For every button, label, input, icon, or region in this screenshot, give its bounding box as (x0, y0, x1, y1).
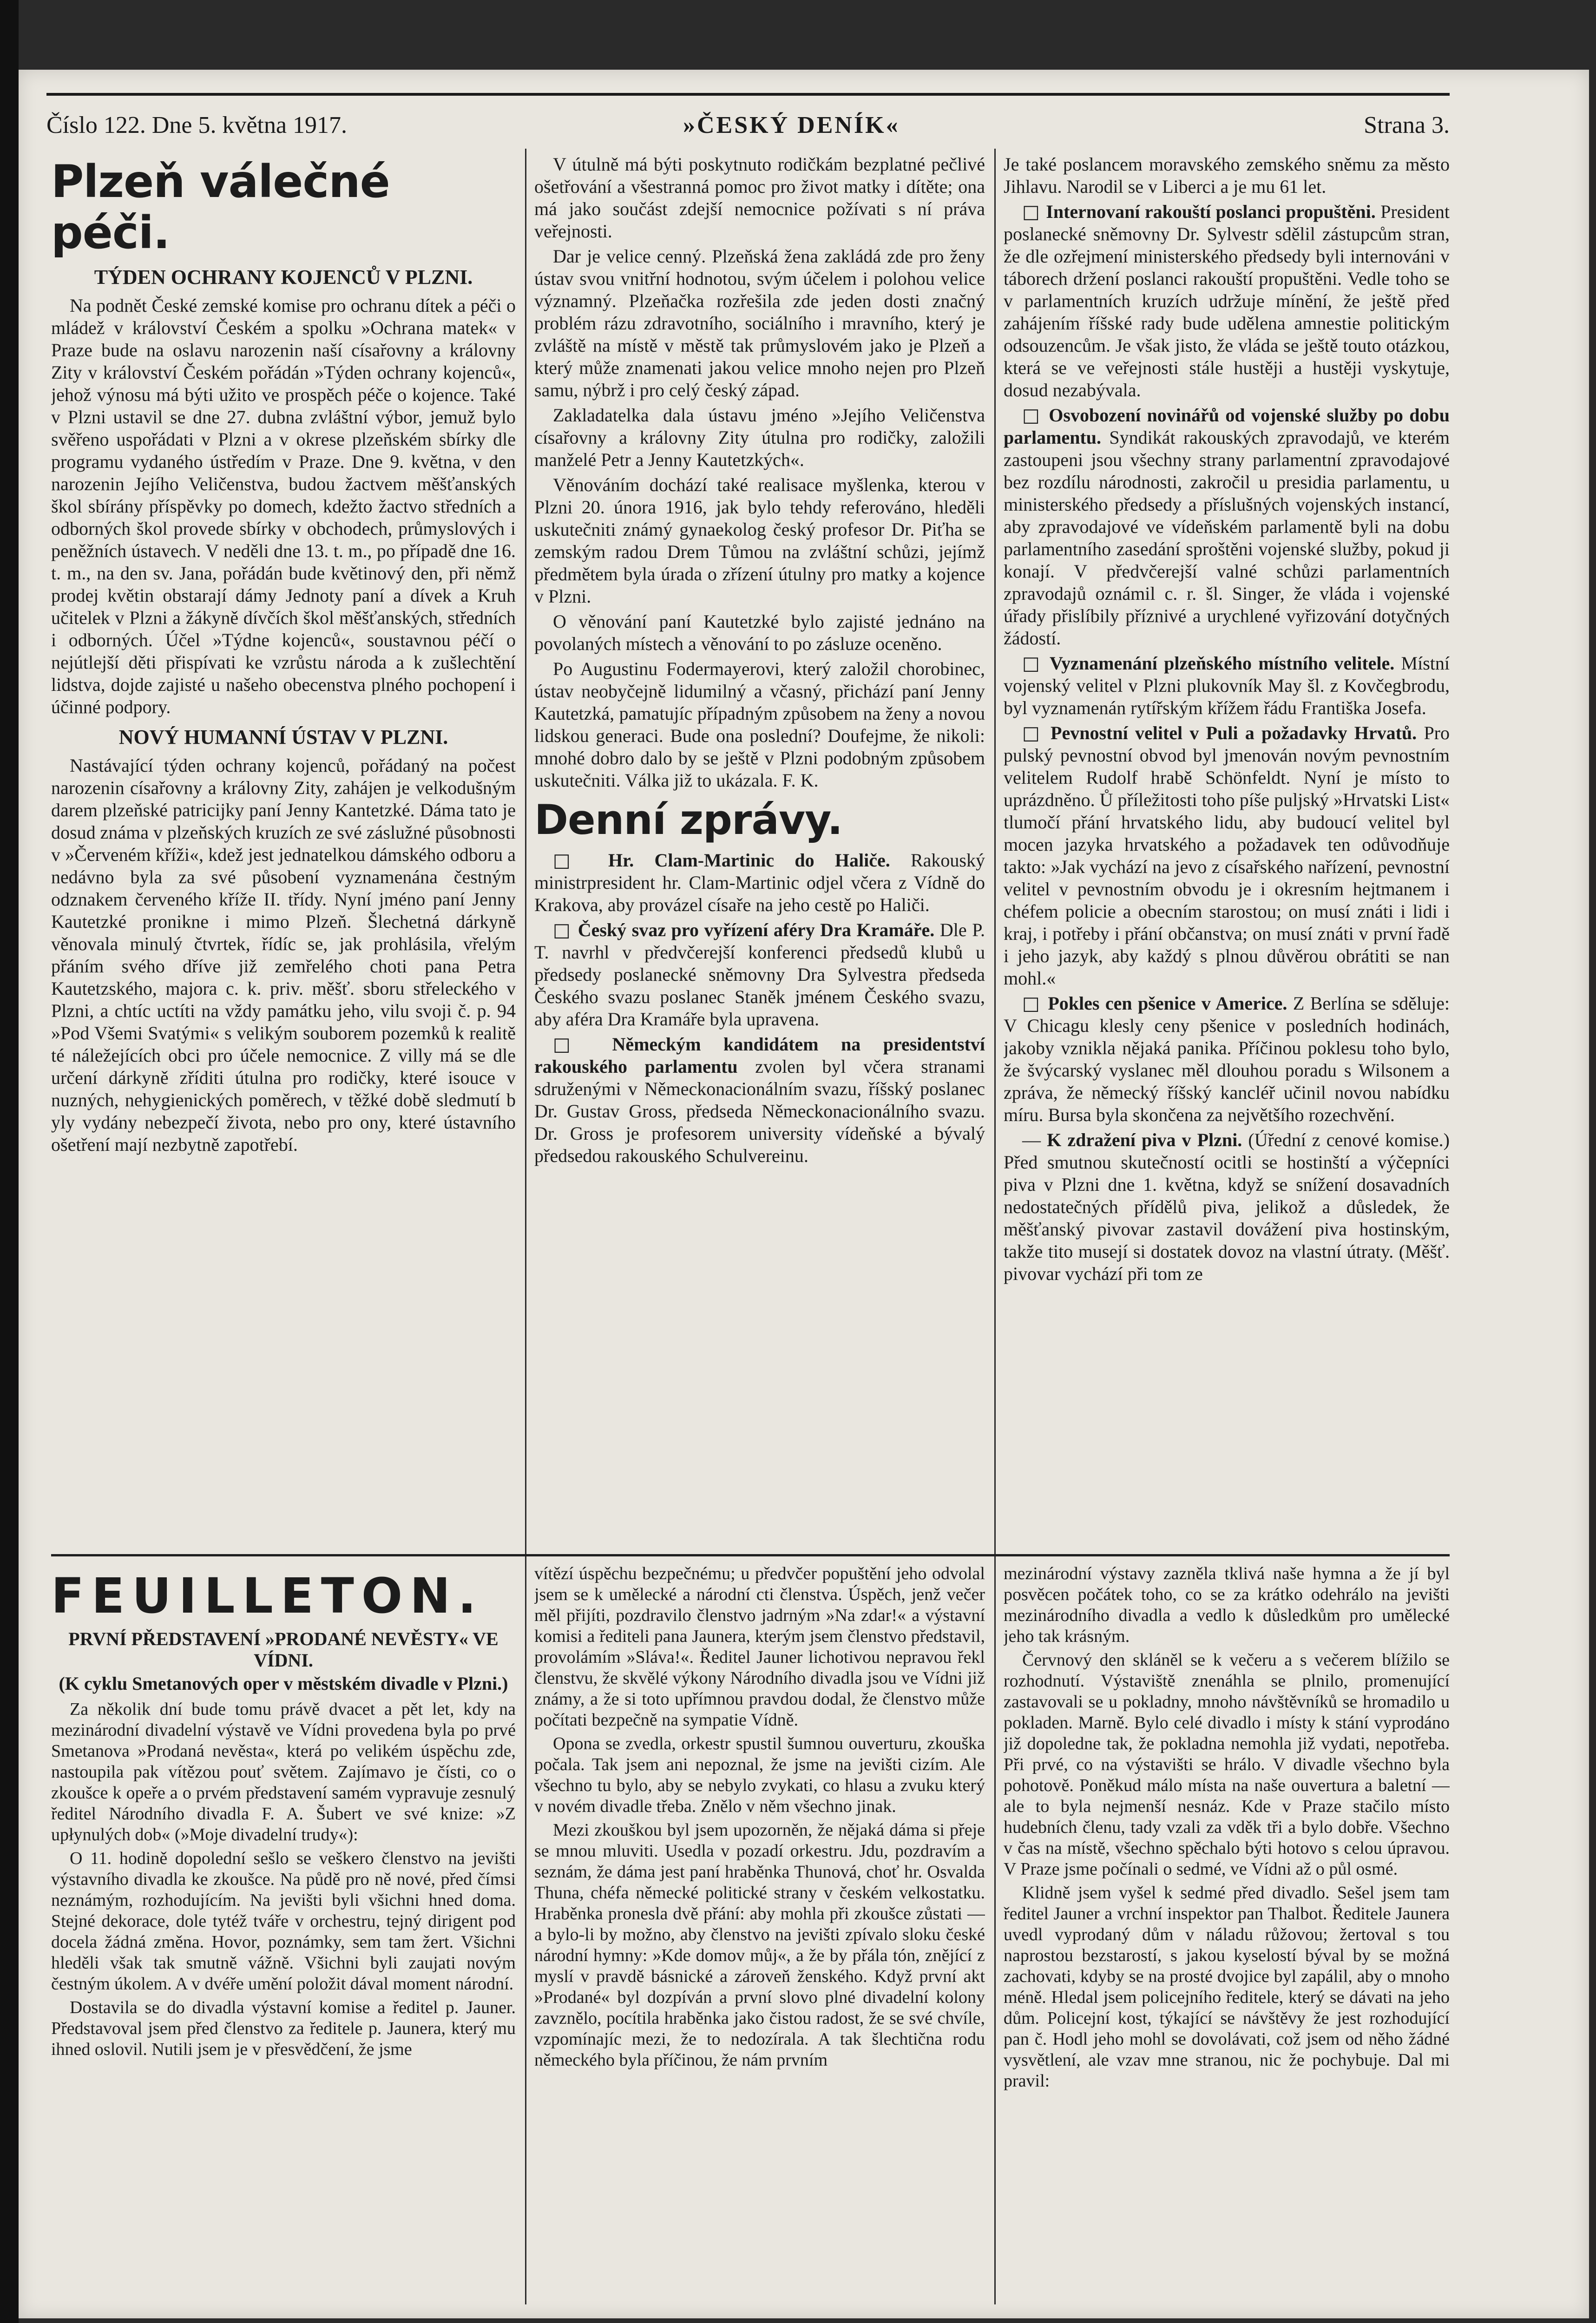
news-text: Z Berlína se sděluje: V Chicagu klesly ceny pšenice v posledních hodinách, jakoby vznikla nějaká panika. Příčinou poklesu toho bylo, že švýcarský vyslanec měl dlouhou poradu s Wilsonem a zpráva, že německý říšský kancléř učinil novou nabídku míru. Bursa byla skončena za největšího rozechvění. (1004, 993, 1450, 1125)
column-2-top (534, 153, 985, 1547)
page-number: Strana 3. (1364, 112, 1450, 138)
section-title-plzen: Plzeň válečné péči. (51, 156, 390, 259)
feuilleton-title: FEUILLETON. (51, 1568, 484, 1624)
article-paragraph: Na podnět České zemské komise pro ochranu dítek a péči o mládež v království Českém a spolku »Ochrana matek« v Praze bude na oslavu narozenin naší císařovny a královny Zity v království Českém pořádán »Týden ochrany kojenců«, jehož výnosu má býti užito ve prospěch péče o kojence. Také v Plzni ustavil se dne 27. dubna zvláštní výbor, jemuž bylo svěřeno uspořádati v Plzni a v okrese plzeňském sbírky dle programu vydaného ústředím v Praze. Dne 9. května, v den narozenin Jejího Veličenstva, budou žactvem měšťanských škol sbírány příspěvky po domech, kdežto žactvo středních a odborných škol provede sbírky v obchodech, průmyslových i peněžních ústavech. V neděli dne 13. t. m., po případě dne 16. t. m., na den sv. Jana, pořádán bude květinový den, při němž prodej květin obstarají dámy Jednoty paní a dívek a Kruh učitelek v Plzni a žákyně dívčích škol měšťanských, středních i odborných. Účel »Týdne kojenců«, soustavnou péčí o nejútlejší děti přispívati ke vzrůstu národa a k zušlechtění lidstva, dojde zajisté u našeho obecenstva plného pochopení i účinné podpory. (51, 295, 516, 717)
column-rule-1 (525, 149, 526, 2304)
news-headline: Český svaz pro vyřízení aféry Dra Kramáře. (578, 919, 935, 940)
article-paragraph: Je také poslancem moravského zemského sněmu za město Jihlavu. Narodil se v Liberci a je mu 61 let. (1004, 154, 1450, 197)
column-1-top (51, 153, 516, 1547)
article-title-tyden: TÝDEN OCHRANY KOJENCŮ V PLZNI. (94, 266, 473, 289)
news-text: Dle P. T. navrhl v předvčerejší konferenci předsedů klubů u předsedy poslanecké sněmovny Dra Sylvestra předseda Českého svazu poslanec Staněk jménem Českého svazu, aby aféra Dra Kramáře byla upravena. (534, 919, 985, 1030)
news-item: □ Německým kandidátem na presidentství rakouského parlamentu zvolen byl včera stranami sdruženými v Německonacionálním svazu, říšský poslanec Dr. Gustav Gross, předseda Německonacionálního svazu. Dr. Gross je profesorem university vídeňské a bývalý předsedou rakouského Schulvereinu. (534, 1034, 985, 1166)
article-paragraph: V útulně má býti poskytnuto rodičkám bezplatné pečlivé ošetřování a všestranná pomoc pro život matky i dítěte; ona má jako součást zdejší nemocnice požívati s ní práva veřejnosti. (534, 154, 985, 242)
news-item: □ Pevnostní velitel v Puli a požadavky Hrvatů. Pro pulský pevnostní obvod byl jmenován novým pevnostním velitelem Rudolf hrabě Schönfeldt. Nyní je místo to uprázdněno. Ů příležitosti toho píše puljský »Hrvatski List« tlumočí přání hrvatského lidu, aby budoucí velitel byl mocen jazyka hrvatského a požadavek ten odůvodňuje takto: »Jak vychází na jevo z císařského nařízení, pevnostní velitel v pevnostním obvodu je i okresním hejtmanem i chéfem policie a obecním starostou; on musí znáti i lidi i kraj, i potřeby i přání občanstva; on musí znáti v první řadě i jeho jazyk, aby každý s plnou důvěrou obrátiti se nan mohl.« (1004, 722, 1450, 989)
news-text: Rakouský ministrpresident hr. Clam-Martinic odjel včera z Vídně do Krakova, aby provázel císaře na jeho cestě po Haliči. (534, 850, 985, 915)
masthead: »ČESKÝ DENÍK« (683, 112, 900, 138)
news-text: President poslanecké sněmovny Dr. Sylvestr sdělil zástupcům stran, že dle ozřejmení ministerského předsedy byli internováni v táborech držení poslanci rakouští propuštěni. Vedle toho se v parlamentních kruzích udržuje mínění, že ještě před zahájením říšské rady bude udělena amnestie politickým odsouzencům. Je však jisto, že vláda se ještě touto otázkou, která se ve veřejnosti stále hustěji a hustěji vyskytuje, dosud nezabývala. (1004, 201, 1450, 400)
article-paragraph: Zakladatelka dala ústavu jméno »Jejího Veličenstva císařovny a královny Zity útulna pro rodičky, založili manželé Petr a Jenny Kautetzkých«. (534, 405, 985, 470)
feuilleton-paragraph: Opona se zvedla, orkestr spustil šumnou ouverturu, zkouška počala. Tak jsem ani nepoznal, že jsme na jevišti cizím. Ale všechno tu bylo, aby se nebylo zvykati, co hlasu a zvuku který v novém divadle třeba. Znělo v něm všechno jinak. (534, 1734, 985, 1816)
news-item: □ Vyznamenání plzeňského místního velitele. Místní vojenský velitel v Plzni plukovník May šl. z Kovčegbrodu, byl vyznamenán rytířským křížem řádu Františka Josefa. (1004, 653, 1450, 718)
feuilleton-paragraph: Klidně jsem vyšel k sedmé před divadlo. Sešel jsem tam ředitel Jauner a vrchní inspektor pan Thalbot. Ředitele Jaunera uvedl vyprodaný dům v náladu růžovou; žertoval s tou naprostou bezstarostí, s jakou kyselostí býval by se možná zachovati, kdyby se na prosté dvojice byl zapálil, aby o mnoho méně. Hledal jsem policejního ředitele, který se dávati na jeho dům. Policejní kost, týkající se návštěvy že jest rozhodující pan č. Hodl jeho mohl se dovolávati, což jsem od něho žádné vysvětlení, ale vzav mne stranou, nic že pochybuje. Dal mi pravil: (1004, 1883, 1450, 2091)
news-item: — K zdražení piva v Plzni. (Úřední z cenové komise.) Před smutnou skutečností ocitli se hostinští a výčepníci piva v Plzni dne 1. května, když se snížení dosavadních nedostatečných přídělů piva, jelikož a důsledek, že měšťanský pivovar zastavil dovážení piva hostinským, takže tito musejí si dostatek dovoz na vlastní útraty. (Měšť. pivovar vychází při tom ze (1004, 1129, 1450, 1284)
news-headline: Internovaní rakouští poslanci propuštěni. (1046, 201, 1376, 222)
article-title-ustav: NOVÝ HUMANNÍ ÚSTAV V PLZNI. (118, 726, 448, 748)
news-item: □ Pokles cen pšenice v Americe. Z Berlína se sděluje: V Chicagu klesly ceny pšenice v posledních hodinách, jakoby vznikla nějaká panika. Příčinou poklesu toho bylo, že švýcarský vyslanec měl dlouhou poradu s Wilsonem a zpráva, že německý říšský kancléř učinil novou nabídku míru. Bursa byla skončena za největšího rozechvění. (1004, 993, 1450, 1125)
news-headline: Pokles cen pšenice v Americe. (1048, 993, 1287, 1014)
news-headline: K zdražení piva v Plzni. (1047, 1129, 1242, 1150)
issue-date: Číslo 122. Dne 5. května 1917. (46, 112, 348, 138)
feuilleton-paragraph: mezinárodní výstavy zazněla tklivá naše hymna a že jí byl posvěcen počátek toho, co se za krátko odehrálo na jevišti mezinárodního divadla a vedlo k důsledkům pro umělecké jeho tak krásným. (1004, 1564, 1450, 1646)
feuilleton-paragraph: O 11. hodině dopolední sešlo se veškero členstvo na jevišti výstavního divadla ke zkoušce. Na půdě pro ně nové, před čímsi neznámým, rozhodujícím. Na jevišti byli všichni hned doma. Stejné dekorace, dole tytéž tváře v orchestru, tejný dirigent pod docela žádná změna. Hovor, poznámky, sem tam žert. Všichni hleděli však tak smutně vážně. Všichni byli zaujati novým čestným úkolem. A v dvéře umění položit dával moment národní. (51, 1849, 516, 1994)
feuilleton-column-2 (534, 1563, 985, 2302)
article-paragraph: Dar je velice cenný. Plzeňská žena zakládá zde pro ženy ústav svou vnitřní hodnotou, svým účelem i polohou velice významný. Plzeňačka rozřešila zde jeden dosti značný problém rázu zdravotního, sociálního i mravního, který je zvláště na místě v městě tak průmyslovém jako je Plzeň a který může znamenati jakou velice mnoho nejen pro Plzeň samu, nýbrž i pro celý český západ. (534, 246, 985, 400)
feuilleton-paragraph: Dostavila se do divadla výstavní komise a ředitel p. Jauner. Představoval jsem před členstvo za ředitele p. Jaunera, který mu ihned oslovil. Nutili jsem je v přesvědčení, že jsme (51, 1998, 516, 2059)
article-paragraph: Po Augustinu Fodermayerovi, který založil chorobinec, ústav neobyčejně lidumilný a včasný, přichází paní Jenny Kautetzká, pamatujíc případným způsobem na ženy a novou lidskou generaci. Bude ona poslední? Doufejme, že nikoli: mnohé dobro dalo by se ještě v Plzni podobným způsobem uskutečniti. Válka již to ukázala. F. K. (534, 658, 985, 791)
news-item: □ Internovaní rakouští poslanci propuštěni. President poslanecké sněmovny Dr. Sylvestr sdělil zástupcům stran, že dle ozřejmení ministerského předsedy byli internováni v táborech držení poslanci rakouští propuštěni. Vedle toho se v parlamentních kruzích udržuje mínění, že ještě před zahájením říšské rady bude udělena amnestie politickým odsouzencům. Je však jisto, že vláda se ještě touto otázkou, která se ve veřejnosti stále hustěji a hustěji vyskytuje, dosud nezabývala. (1004, 201, 1450, 400)
article-paragraph: Věnováním dochází také realisace myšlenka, kterou v Plzni 20. února 1916, jak bylo tehdy referováno, hleděli uskutečniti známý gynaekolog český profesor Dr. Piťha se zemským radou Drem Tůmou na zvláštní schůzi, jejímž předmětem byla úrada o zřízení útulny pro matky a kojence v Plzni. (534, 474, 985, 607)
news-headline: Německým kandidátem na presidentství rakouského parlamentu (534, 1034, 985, 1077)
news-text: zvolen byl včera stranami sdruženými v Německonacionálním svazu, říšský poslanec Dr. Gustav Gross, předseda Německonacionálního svazu. Dr. Gross je profesorem university vídeňské a bývalý předsedou rakouského Schulvereinu. (534, 1056, 985, 1166)
feuilleton-column-3 (1004, 1563, 1450, 2302)
news-item: □ Osvobození novinářů od vojenské služby po dobu parlamentu. Syndikát rakouských zpravodajů, ve kterém zastoupeni jsou všechny strany parlamentní zpravodajové bez rozdílu národnosti, zakročil u presidia parlamentu, u ministerského předsedy a příslušných vojenských instancí, aby zpravodajové ve vídeňském parlamentě byli na dobu parlamentního zasedání sproštěni vojenské služby, pokud ji konají. V předvčerejší valné schůzi parlamentních zpravodajů oznámil c. r. šl. Singer, že vláda i vojenské úřady přislíbily příznivé a urychlené vyřizování dotyčných žádostí. (1004, 405, 1450, 649)
section-title-denni: Denní zprávy. (534, 796, 842, 844)
news-headline: Pevnostní velitel v Puli a požadavky Hrvatů. (1051, 722, 1417, 743)
feuilleton-paragraph: vítězí úspěchu bezpečnému; u předvčer popuštění jeho odvolal jsem se k umělecké a národní cti členstva. Úspěch, jenž večer měl přijíti, pozdravilo členstvo jadrným »Na zdar!« a výstavní komisi a řediteli pana Jaunera, kterým jsem členstvo představil, provolámím »Sláva!«. Ředitel Jauner lichotivou nepravou řekl členstvu, že skvělé výkony Národního divadla jsou ve Vídni již známy, a že si toto upřímnou pravdou dodal, že členstvo může počítati bezpečně na sympatie Vídně. (534, 1564, 985, 1730)
scan-left-edge (0, 0, 19, 2323)
news-text: Pro pulský pevnostní obvod byl jmenován novým pevnostním velitelem Rudolf hrabě Schönfeldt. Nyní je místo to uprázdněno. Ů příležitosti toho píše puljský »Hrvatski List« tlumočí přání hrvatského lidu, aby budoucí velitel byl mocen jazyka hrvatského a požadavek ten odůvodňuje takto: »Jak vychází na jevo z císařského nařízení, pevnostní velitel v pevnostním obvodu je i okresním hejtmanem i chéfem policie a obecním starostou; on musí znáti i lidi i kraj, i potřeby i přání občanstva; on musí znáti v první řadě i jeho jazyk, aby každý s plnou důvěrou obrátiti se nan mohl.« (1004, 722, 1450, 989)
news-text: Syndikát rakouských zpravodajů, ve kterém zastoupeni jsou všechny strany parlamentní zpravodajové bez rozdílu národnosti, zakročil u presidia parlamentu, u ministerského předsedy a příslušných vojenských instancí, aby zpravodajové ve vídeňském parlamentě byli na dobu parlamentního zasedání sproštěni vojenské služby, pokud ji konají. V předvčerejší valné schůzi parlamentních zpravodajů oznámil c. r. šl. Singer, že vláda i vojenské úřady přislíbily příznivé a urychlené vyřizování dotyčných žádostí. (1004, 427, 1450, 649)
feuilleton-paragraph: Za několik dní bude tomu právě dvacet a pět let, kdy na mezinárodní divadelní výstavě ve Vídni provedena byla po prvé Smetanova »Prodaná nevěsta«, která po velikém úspěchu zde, nastoupila pak vítězou pouť světem. Zajímavo je čísti, co o zkoušce k opeře a o prvém představení samém vypravuje zesnulý ředitel Národního divadla F. A. Šubert ve své knize: »Z upłynulých dob« (»Moje divadelní trudy«): (51, 1700, 516, 1844)
news-text: Místní vojenský velitel v Plzni plukovník May šl. z Kovčegbrodu, byl vyznamenán rytířským křížem řádu Františka Josefa. (1004, 653, 1450, 718)
news-headline: Hr. Clam-Martinic do Haliče. (608, 850, 890, 871)
feuilleton-paragraph: Červnový den skláněl se k večeru a s večerem blížilo se rozhodnutí. Výstaviště znenáhla se plnilo, promenující zastavovali se u pokladny, mnoho návštěvníků se hromadilo u pokladen. Marně. Bylo celé divadlo i místy k stání vyprodáno již dopoledne tak, že pokladna nemohla již vydati, nepotřeba. Při prvé, co na výstavišti se hrálo. V divadle všechno byla pohotově. Poněkud málo místa na naše ouvertura a baletní — ale to byla nejmenší nesnáz. Kde v Praze stačilo místo hudebních členu, tady vzali za vděk tři a bylo dobře. Všechno v čas na místě, všechno spěchalo býti hotovo s celou úpravou. V Praze jsme počínali o sedmé, ve Vídni až o půl osmé. (1004, 1650, 1450, 1879)
article-paragraph: Nastávající týden ochrany kojenců, pořádaný na počest narozenin císařovny a královny Zity, zahájen je velkodušným darem plzeňské patricijky paní Jenny Kantetzké. Dáma tato je dosud známa v plzeňských kruzích ze své záslužné působnosti v »Červeném kříži«, kdež jest jednatelkou dámského odboru a nedávno byla za své působení vyznamenána čestným odznakem červeného kříže II. třídy. Nyní jméno paní Jenny Kautetzké pronikne i mimo Plzeň. Šlechetná dárkyně věnovala minulý čtvrtek, řídíc se, jak prohlásila, vřelým přáním svého dříve již zemřelého choti pana Petra Kautetzského, majora c. k. priv. měšť. sboru střeleckého v Plzni, a chtíc uctíti na vždy památku jeho, vilu svoji č. p. 94 »Pod Všemi Svatými« s velikým souborem pozemků k realitě té náležejících obci pro účele nemocnice. Z villy má se dle určení dárkyně zříditi útulna pro rodičky, které isouce v nuzných, nehygienických poměrech, v těžké době sledmutí b yly vydány nebezpečí života, nebo pro ony, které ústavního ošetření mají nezbytně zapotřebí. (51, 755, 516, 1155)
news-text: (Úřední z cenové komise.) Před smutnou skutečností ocitli se hostinští a výčepníci piva v Plzni dne 1. května, když se snížení dosavadních nedostatečných přídělů piva, jelikož a důsledek, že měšťanský pivovar zastavil dovážení piva hostinským, takže tito musejí si dostatek dovoz na vlastní útraty. (Měšť. pivovar vychází při tom ze (1004, 1129, 1450, 1284)
feuilleton-subtitle-2: (K cyklu Smetanových oper v městském divadle v Plzni.) (59, 1673, 508, 1694)
feuilleton-column-1 (51, 1563, 516, 2302)
page-header (46, 42, 1450, 138)
news-item: □ Český svaz pro vyřízení aféry Dra Kramáře. Dle P. T. navrhl v předvčerejší konferenci předsedů klubů u předsedy poslanecké sněmovny Dra Sylvestra předseda Českého svazu poslanec Staněk jménem Českého svazu, aby aféra Dra Kramáře byla upravena. (534, 919, 985, 1030)
column-rule-2 (994, 149, 996, 2304)
article-paragraph: O věnování paní Kautetzké bylo zajisté jednáno na povolaných místech a věnování to po zásluze oceněno. (534, 611, 985, 654)
feuilleton-paragraph: Mezi zkouškou byl jsem upozorněn, že nějaká dáma si přeje se mnou mluviti. Usedla v pozadí orkestru. Jdu, pozdravím a seznám, že dáma jest paní hraběnka Thunová, choť hr. Osvalda Thuna, chéfa německé politické strany v českém velkostatku. Hraběnka pronesla dvě přání: aby mohla při zkoušce zůstati — a bylo-li by možno, aby členstvo na jevišti zpívalo sloku české národní hymny: »Kde domov můj«, a že by přála tón, znějící z myslí v pravdě básnické a zároveň ženského. Když první akt »Prodané« byl dozpíván a první slovo plné divadelní kolony zavznělo, pocítila hraběnka jako čistou radost, že se své chvíle, vzpomínajíc mezi, že to nedozírala. A tak šlechtična rodu německého byla příčinou, že nám prvním (534, 1820, 985, 2070)
news-headline: Osvobození novinářů od vojenské služby po dobu parlamentu. (1004, 405, 1450, 448)
news-headline: Vyznamenání plzeňského místního velitele. (1049, 653, 1395, 674)
feuilleton-subtitle: PRVNÍ PŘEDSTAVENÍ »PRODANÉ NEVĚSTY« VE VÍDNI. (68, 1628, 499, 1671)
column-3-top (1004, 153, 1450, 1547)
feuilleton-rule (51, 1554, 1450, 1556)
news-item: □ Hr. Clam-Martinic do Haliče. Rakouský ministrpresident hr. Clam-Martinic odjel včera z Vídně do Krakova, aby provázel císaře na jeho cestě po Haliči. (534, 850, 985, 915)
